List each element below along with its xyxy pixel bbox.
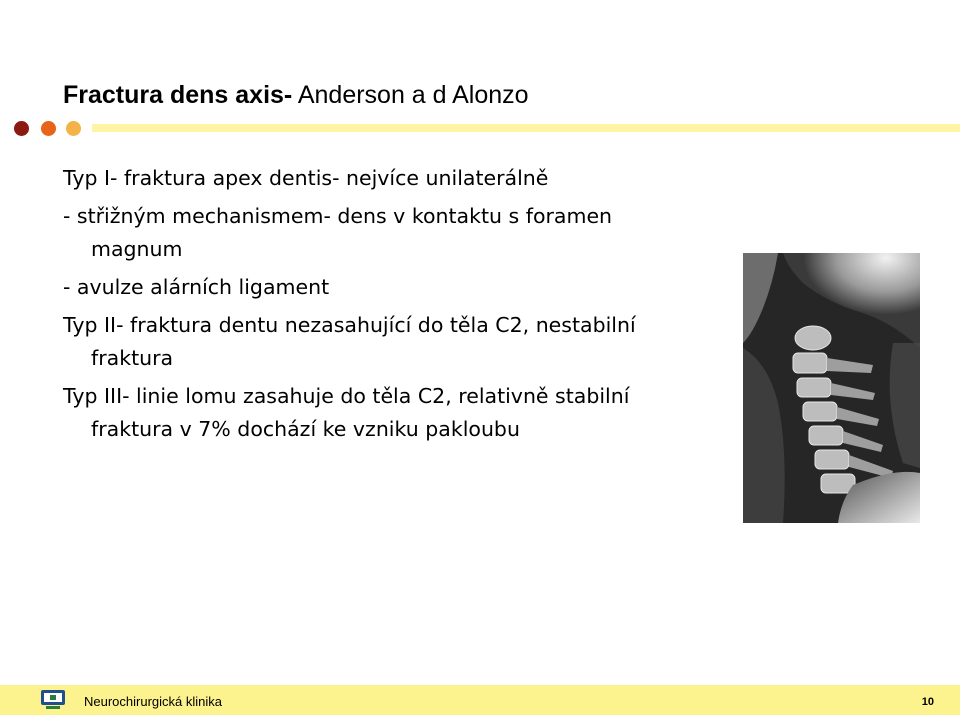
slide-title-bold: Fractura dens axis- (63, 81, 293, 109)
body-line-typ2-cont: fraktura (91, 346, 174, 370)
body-line-typ3-cont: fraktura v 7% dochází ke vzniku pakloubu (91, 417, 520, 441)
footer-clinic-name: Neurochirurgická klinika (84, 694, 222, 709)
slide-body (63, 162, 743, 446)
cervical-spine-xray-image (743, 253, 920, 523)
title-decoration (14, 118, 960, 138)
slide-title (63, 80, 529, 110)
body-line-typ3: Typ III- linie lomu zasahuje do těla C2, relativně stabilní (63, 384, 630, 408)
decor-bar (92, 124, 960, 132)
body-line-avulze: - avulze alárních ligament (63, 275, 330, 299)
body-line-typ2: Typ II- fraktura dentu nezasahující do těla C2, nestabilní (63, 313, 636, 337)
body-line-magnum: magnum (91, 237, 183, 261)
decor-dot-orange (41, 121, 56, 136)
decor-dot-light-orange (66, 121, 81, 136)
page-number: 10 (921, 696, 934, 708)
slide-title-rest: Anderson a d Alonzo (292, 81, 529, 109)
clinic-logo-icon (40, 687, 66, 711)
body-line-mechanism: - střižným mechanismem- dens v kontaktu s foramen (63, 204, 613, 228)
decor-dot-dark-red (14, 121, 29, 136)
body-line-typ1: Typ I- fraktura apex dentis- nejvíce unilaterálně (63, 166, 549, 190)
xray-illustration (743, 253, 920, 523)
